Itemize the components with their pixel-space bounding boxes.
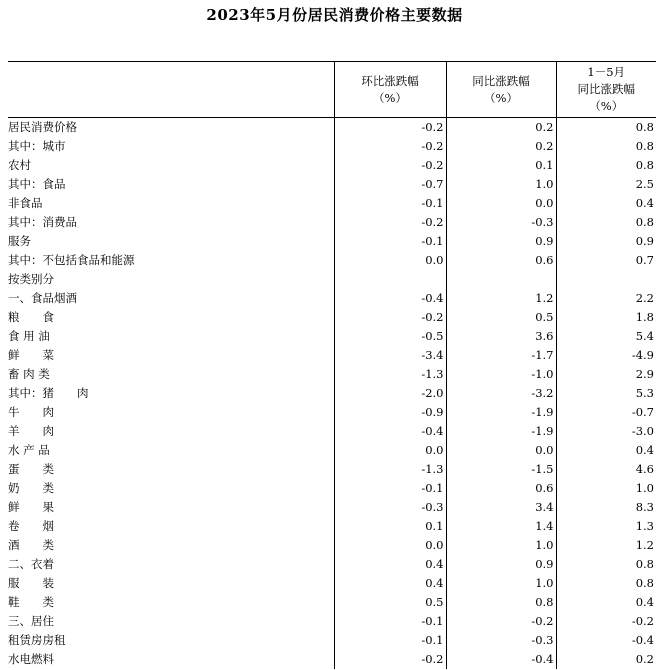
row-label: 一、食品烟酒 <box>8 291 77 305</box>
header-yoy-label: 同比涨跌幅 <box>472 73 530 88</box>
table-row <box>8 365 656 384</box>
ytd-change-cell: 8.3 <box>556 498 656 517</box>
mom-change-cell: -0.2 <box>334 650 446 669</box>
table-row <box>8 137 656 156</box>
ytd-change-cell: 5.3 <box>556 384 656 403</box>
ytd-change-cell: 4.6 <box>556 460 656 479</box>
yoy-change-cell: -0.4 <box>446 650 556 669</box>
mom-change-cell: -0.2 <box>334 308 446 327</box>
table-row <box>8 232 656 251</box>
header-ytd-change <box>556 62 656 118</box>
row-label: 水电燃料 <box>8 652 54 666</box>
table-row <box>8 612 656 631</box>
row-label: 其中：城市 <box>8 139 66 153</box>
row-label: 卷 烟 <box>8 519 54 533</box>
header-ytd-label: 同比涨跌幅 <box>577 82 635 96</box>
mom-change-cell: -0.9 <box>334 403 446 422</box>
mom-change-cell: -0.1 <box>334 232 446 251</box>
yoy-change-cell: -1.9 <box>446 403 556 422</box>
yoy-change-cell: -0.3 <box>446 213 556 232</box>
ytd-change-cell: 2.9 <box>556 365 656 384</box>
table-row <box>8 270 656 289</box>
page-title: 2023年5月份居民消费价格主要数据 <box>206 6 463 24</box>
row-label: 食 用 油 <box>8 329 50 343</box>
ytd-change-cell: -0.2 <box>556 612 656 631</box>
row-label: 蛋 类 <box>8 462 54 476</box>
ytd-change-cell: 2.2 <box>556 289 656 308</box>
ytd-change-cell: 1.0 <box>556 479 656 498</box>
ytd-change-cell: 0.4 <box>556 593 656 612</box>
table-row <box>8 289 656 308</box>
row-label: 农村 <box>8 158 31 172</box>
ytd-change-cell: 0.9 <box>556 232 656 251</box>
mom-change-cell: 0.0 <box>334 251 446 270</box>
yoy-change-cell: 0.1 <box>446 156 556 175</box>
yoy-change-cell: 1.0 <box>446 175 556 194</box>
table-row <box>8 213 656 232</box>
yoy-change-cell: -1.7 <box>446 346 556 365</box>
table-row <box>8 327 656 346</box>
mom-change-cell: -0.1 <box>334 631 446 650</box>
cpi-data-table <box>8 61 656 669</box>
ytd-change-cell: 5.4 <box>556 327 656 346</box>
yoy-change-cell: -1.9 <box>446 422 556 441</box>
table-row <box>8 118 656 137</box>
table-row <box>8 403 656 422</box>
table-row <box>8 251 656 270</box>
table-row <box>8 346 656 365</box>
mom-change-cell: -0.3 <box>334 498 446 517</box>
row-label: 粮 食 <box>8 310 54 324</box>
row-label: 服务 <box>8 234 31 248</box>
mom-change-cell: 0.4 <box>334 574 446 593</box>
row-label: 其中：不包括食品和能源 <box>8 253 135 267</box>
yoy-change-cell: -3.2 <box>446 384 556 403</box>
mom-change-cell: -0.1 <box>334 479 446 498</box>
table-row <box>8 650 656 669</box>
row-label: 服 装 <box>8 576 54 590</box>
row-label: 按类别分 <box>8 272 54 286</box>
mom-change-cell: -1.3 <box>334 460 446 479</box>
mom-change-cell: -0.5 <box>334 327 446 346</box>
mom-change-cell: -0.2 <box>334 118 446 137</box>
header-mom-change <box>334 62 446 118</box>
table-row <box>8 156 656 175</box>
header-yoy-change <box>446 62 556 118</box>
ytd-change-cell: 0.8 <box>556 137 656 156</box>
yoy-change-cell: 3.6 <box>446 327 556 346</box>
mom-change-cell: -0.4 <box>334 289 446 308</box>
mom-change-cell: 0.0 <box>334 441 446 460</box>
row-label: 鲜 菜 <box>8 348 54 362</box>
ytd-change-cell: -0.4 <box>556 631 656 650</box>
mom-change-cell: -1.3 <box>334 365 446 384</box>
ytd-change-cell: 0.4 <box>556 441 656 460</box>
mom-change-cell: 0.0 <box>334 536 446 555</box>
row-label: 水 产 品 <box>8 443 50 457</box>
ytd-change-cell: 0.8 <box>556 574 656 593</box>
yoy-change-cell: 1.0 <box>446 574 556 593</box>
row-label: 其中：猪 肉 <box>8 386 89 400</box>
mom-change-cell: 0.5 <box>334 593 446 612</box>
mom-change-cell: -0.2 <box>334 213 446 232</box>
ytd-change-cell: 0.8 <box>556 213 656 232</box>
yoy-change-cell: 0.6 <box>446 251 556 270</box>
yoy-change-cell: 1.2 <box>446 289 556 308</box>
mom-change-cell: -2.0 <box>334 384 446 403</box>
ytd-change-cell: 0.7 <box>556 251 656 270</box>
header-yoy-unit: （%） <box>484 90 518 105</box>
ytd-change-cell <box>556 270 656 289</box>
table-row <box>8 384 656 403</box>
yoy-change-cell: -0.2 <box>446 612 556 631</box>
yoy-change-cell: 1.0 <box>446 536 556 555</box>
row-label: 非食品 <box>8 196 43 210</box>
mom-change-cell: -0.4 <box>334 422 446 441</box>
mom-change-cell: 0.1 <box>334 517 446 536</box>
yoy-change-cell: -1.0 <box>446 365 556 384</box>
table-row <box>8 517 656 536</box>
ytd-change-cell: 0.8 <box>556 118 656 137</box>
table-row <box>8 536 656 555</box>
yoy-change-cell: 0.2 <box>446 137 556 156</box>
header-item-column <box>8 62 334 118</box>
table-row <box>8 593 656 612</box>
ytd-change-cell: 1.3 <box>556 517 656 536</box>
row-label: 居民消费价格 <box>8 120 77 135</box>
row-label: 牛 肉 <box>8 405 54 419</box>
mom-change-cell: -0.1 <box>334 612 446 631</box>
yoy-change-cell: 0.6 <box>446 479 556 498</box>
mom-change-cell: -3.4 <box>334 346 446 365</box>
mom-change-cell: -0.7 <box>334 175 446 194</box>
yoy-change-cell: 0.8 <box>446 593 556 612</box>
table-row <box>8 498 656 517</box>
yoy-change-cell: -1.5 <box>446 460 556 479</box>
row-label: 租赁房房租 <box>8 633 66 647</box>
table-row <box>8 422 656 441</box>
ytd-change-cell: 0.8 <box>556 156 656 175</box>
ytd-change-cell: -3.0 <box>556 422 656 441</box>
ytd-change-cell: 0.8 <box>556 555 656 574</box>
yoy-change-cell: 0.2 <box>446 118 556 137</box>
row-label: 畜 肉 类 <box>8 367 50 381</box>
row-label: 酒 类 <box>8 538 54 552</box>
mom-change-cell: -0.2 <box>334 156 446 175</box>
ytd-change-cell: 2.5 <box>556 175 656 194</box>
ytd-change-cell: -4.9 <box>556 346 656 365</box>
yoy-change-cell: 1.4 <box>446 517 556 536</box>
ytd-change-cell: 0.2 <box>556 650 656 669</box>
header-ytd-period: 1－5月 <box>587 65 626 79</box>
yoy-change-cell: 0.9 <box>446 555 556 574</box>
yoy-change-cell: 0.9 <box>446 232 556 251</box>
table-row <box>8 631 656 650</box>
mom-change-cell <box>334 270 446 289</box>
yoy-change-cell: 0.5 <box>446 308 556 327</box>
header-ytd-unit: （%） <box>589 99 624 113</box>
row-label: 奶 类 <box>8 481 54 495</box>
ytd-change-cell: -0.7 <box>556 403 656 422</box>
header-mom-unit: （%） <box>373 90 407 105</box>
table-row <box>8 574 656 593</box>
mom-change-cell: 0.4 <box>334 555 446 574</box>
row-label: 鲜 果 <box>8 500 54 514</box>
ytd-change-cell: 1.2 <box>556 536 656 555</box>
table-header-row <box>8 62 656 118</box>
ytd-change-cell: 1.8 <box>556 308 656 327</box>
mom-change-cell: -0.1 <box>334 194 446 213</box>
yoy-change-cell: 0.0 <box>446 441 556 460</box>
table-row <box>8 194 656 213</box>
row-label: 鞋 类 <box>8 595 54 609</box>
row-label: 其中：消费品 <box>8 215 77 229</box>
mom-change-cell: -0.2 <box>334 137 446 156</box>
table-row <box>8 479 656 498</box>
table-row <box>8 175 656 194</box>
row-label: 其中：食品 <box>8 177 66 191</box>
yoy-change-cell: 0.0 <box>446 194 556 213</box>
ytd-change-cell: 0.4 <box>556 194 656 213</box>
row-label: 二、衣着 <box>8 557 54 571</box>
table-body <box>8 118 656 669</box>
header-mom-label: 环比涨跌幅 <box>361 73 419 88</box>
table-row <box>8 460 656 479</box>
table-row <box>8 308 656 327</box>
row-label: 羊 肉 <box>8 424 54 438</box>
yoy-change-cell: 3.4 <box>446 498 556 517</box>
yoy-change-cell: -0.3 <box>446 631 556 650</box>
row-label: 三、居住 <box>8 614 54 628</box>
table-row <box>8 441 656 460</box>
yoy-change-cell <box>446 270 556 289</box>
table-row <box>8 555 656 574</box>
